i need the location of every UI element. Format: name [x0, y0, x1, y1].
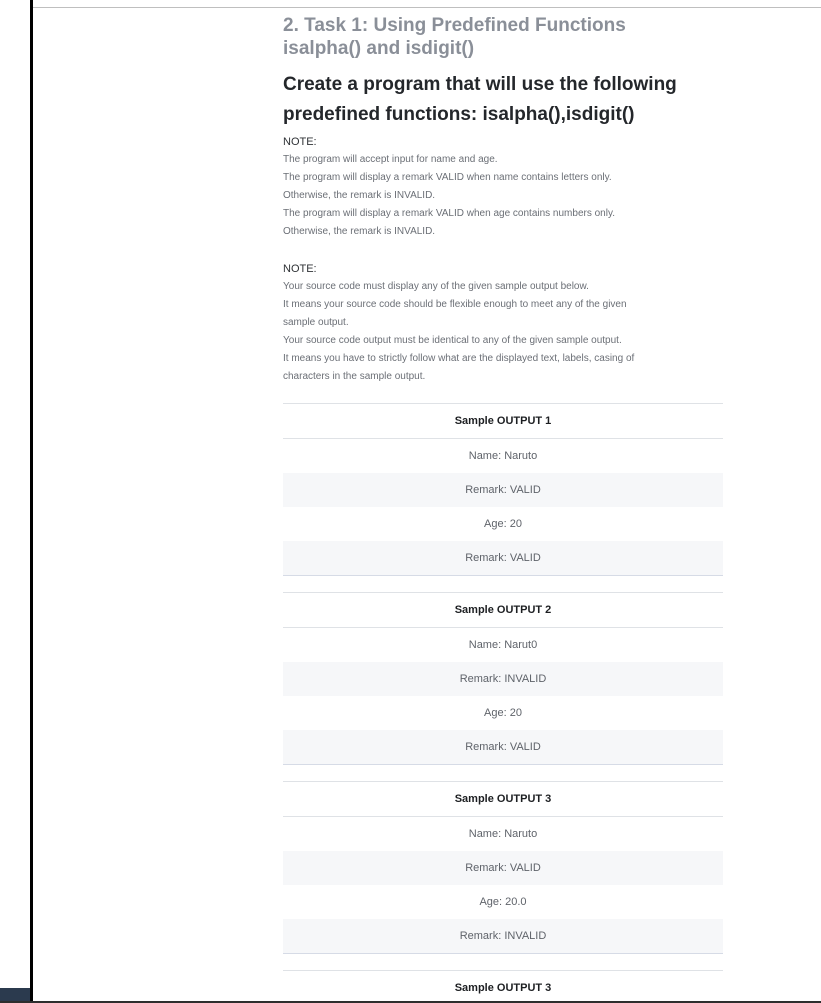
sample-output-row: Remark: VALID: [283, 473, 723, 507]
sample-output-row: Age: 20: [484, 518, 522, 530]
top-divider: [33, 7, 821, 8]
note-block-2: [283, 260, 723, 386]
note-line: The program will accept input for name and age.: [283, 154, 498, 165]
note-line: Otherwise, the remark is INVALID.: [283, 226, 436, 237]
panel-divider[interactable]: [30, 0, 33, 1003]
sample-output-header: Sample OUTPUT 1: [283, 404, 723, 439]
note-line: The program will display a remark VALID when name contains letters only.: [283, 172, 612, 183]
sample-output-row: Age: 20.0: [479, 896, 527, 908]
sample-output-table: [283, 403, 723, 576]
sample-output-header: Sample OUTPUT 3: [283, 782, 723, 817]
sample-output-row: Remark: INVALID: [283, 662, 723, 696]
sample-output-table: [283, 781, 723, 954]
note-line: sample output.: [283, 317, 349, 328]
note-line: The program will display a remark VALID when age contains numbers only.: [283, 208, 616, 219]
note-label: NOTE:: [283, 136, 317, 148]
sample-output-row: Name: Naruto: [468, 450, 538, 462]
sample-output-row: Remark: VALID: [283, 541, 723, 575]
task-title-line-2: isalpha() and isdigit(): [283, 38, 475, 59]
sample-output-table: [283, 970, 723, 1003]
sample-output-header: Sample OUTPUT 2: [283, 593, 723, 628]
sample-outputs: [283, 403, 723, 1003]
task-heading-line-2: predefined functions: isalpha(),isdigit(): [283, 104, 635, 125]
task-heading-line-1: Create a program that will use the following: [283, 74, 677, 95]
task-title-line-1: 2. Task 1: Using Predefined Functions: [283, 15, 626, 36]
note-line: characters in the sample output.: [283, 371, 426, 382]
note-line: Otherwise, the remark is INVALID.: [283, 190, 436, 201]
note-block-1: [283, 133, 723, 241]
sample-output-row: Name: Naruto: [468, 828, 538, 840]
note-line: It means your source code should be flexible enough to meet any of the given: [283, 299, 627, 310]
sample-output-table: [283, 592, 723, 765]
task-content: [283, 14, 723, 1003]
sample-output-row: Name: Narut0: [468, 639, 538, 651]
sample-output-row: Remark: VALID: [283, 851, 723, 885]
task-title: [283, 14, 723, 60]
sample-output-row: Remark: VALID: [283, 730, 723, 764]
task-heading: [283, 70, 723, 130]
note-line: Your source code must display any of the given sample output below.: [283, 281, 589, 292]
note-line: Your source code output must be identical to any of the given sample output.: [283, 335, 622, 346]
sample-output-row: Remark: INVALID: [283, 919, 723, 953]
note-label: NOTE:: [283, 263, 317, 275]
sample-output-row: Age: 20: [484, 707, 522, 719]
left-panel: [0, 0, 30, 1003]
spacer: [283, 241, 723, 257]
note-line: It means you have to strictly follow what are the displayed text, labels, casing of: [283, 353, 635, 364]
sample-output-header: Sample OUTPUT 3: [283, 971, 723, 1003]
